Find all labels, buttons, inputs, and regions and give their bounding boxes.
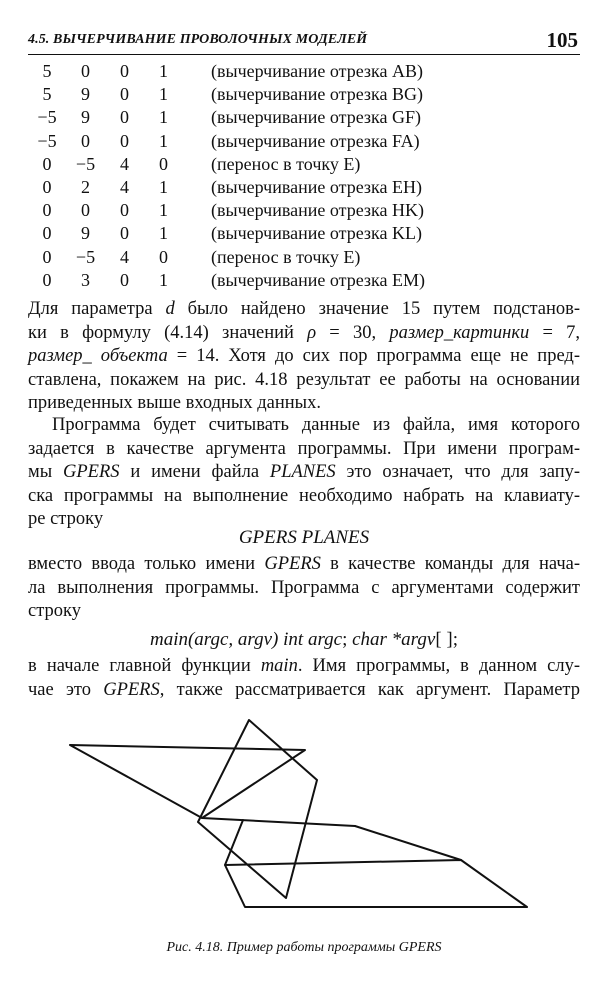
text-line: ска программы на выполнение необходимо набрать на клавиату- xyxy=(28,485,580,506)
text-line: задается в качестве аргумента программы. При имени програм- xyxy=(28,438,580,459)
coord-x-cell: −5 xyxy=(37,130,57,151)
text-line: вместо ввода только имени GPERS в качестве команды для нача- xyxy=(28,554,580,574)
coord-y-cell: 3 xyxy=(81,269,90,290)
coord-z-cell: 0 xyxy=(120,107,129,128)
draw-flag-cell: 1 xyxy=(159,269,168,290)
code-line-example: main(argc, argv) int argc; char *argv[ ]; xyxy=(149,629,458,650)
text-line: размер_ объекта = 14. Хотя до сих пор программа еще не пред- xyxy=(28,346,580,367)
draw-flag-cell: 1 xyxy=(159,200,168,221)
coord-y-cell: 9 xyxy=(81,223,90,244)
coord-y-cell: 0 xyxy=(81,61,90,81)
draw-flag-cell: 1 xyxy=(159,61,168,81)
running-head: 4.5. ВЫЧЕРЧИВАНИЕ ПРОВОЛОЧНЫХ МОДЕЛЕЙ xyxy=(28,32,368,47)
paragraph-program-input xyxy=(28,414,580,532)
command-row xyxy=(28,176,425,199)
coord-y-cell: 0 xyxy=(81,200,90,221)
page-header xyxy=(28,28,580,55)
plane-edge xyxy=(202,818,355,826)
text-line: чае это GPERS, также рассматривается как аргумент. Параметр xyxy=(28,679,580,700)
comment-cell: (вычерчивание отрезка HK) xyxy=(211,200,424,221)
coord-y-cell: 9 xyxy=(81,107,90,128)
draw-flag-cell: 1 xyxy=(159,107,168,128)
comment-cell: (вычерчивание отрезка GF) xyxy=(211,107,422,128)
text-line: Программа будет считывать данные из файла, имя которого xyxy=(52,415,580,435)
text-line: ре строку xyxy=(28,509,104,530)
coord-z-cell: 0 xyxy=(120,269,129,290)
coord-x-cell: 5 xyxy=(42,61,52,81)
command-row xyxy=(28,60,425,83)
draw-flag-cell: 1 xyxy=(159,130,168,151)
text-line: ла выполнения программы. Программа с аргументами содержит xyxy=(28,577,580,598)
command-row xyxy=(28,106,425,129)
command-row xyxy=(28,153,425,176)
text-line: приведенных выше входных данных. xyxy=(28,393,321,414)
text-line: мы GPERS и имени файла PLANES это означает, что для запу- xyxy=(28,462,581,483)
command-row xyxy=(28,269,425,292)
text-line: ставлена, покажем на рис. 4.18 результат ее работы на основании xyxy=(28,369,580,390)
coord-x-cell: 0 xyxy=(42,269,52,290)
comment-cell: (вычерчивание отрезка BG) xyxy=(211,84,424,105)
command-row xyxy=(28,222,425,245)
coord-y-cell: 0 xyxy=(81,130,90,151)
plane-edge xyxy=(355,826,461,860)
coord-x-cell: 0 xyxy=(42,223,52,244)
comment-cell: (перенос в точку E) xyxy=(211,246,361,267)
coord-x-cell: 0 xyxy=(42,246,52,267)
coord-x-cell: −5 xyxy=(37,107,57,128)
text-line: ки в формулу (4.14) значений ρ = 30, размер_картинки = 7, xyxy=(28,322,580,343)
paragraph-parameter-d xyxy=(28,298,580,416)
coord-y-cell: −5 xyxy=(75,246,96,267)
coord-z-cell: 0 xyxy=(120,223,129,244)
comment-cell: (вычерчивание отрезка KL) xyxy=(211,223,422,244)
coord-z-cell: 4 xyxy=(120,246,129,267)
coord-x-cell: 0 xyxy=(42,200,52,221)
draw-flag-cell: 1 xyxy=(159,223,168,244)
coord-x-cell: 5 xyxy=(42,84,52,105)
coord-z-cell: 4 xyxy=(120,153,129,174)
text-line: в начале главной функции main. Имя программы, в данном слу- xyxy=(28,656,580,676)
comment-cell: (вычерчивание отрезка EM) xyxy=(211,269,425,290)
draw-flag-cell: 0 xyxy=(159,153,168,174)
text-line: строку xyxy=(28,601,81,622)
command-table xyxy=(28,60,425,292)
plane-a-outline xyxy=(70,745,305,818)
text-line: Для параметра d было найдено значение 15 путем подстанов- xyxy=(28,299,581,319)
wireframe-figure xyxy=(0,690,605,930)
coord-z-cell: 0 xyxy=(120,130,129,151)
coord-y-cell: 9 xyxy=(81,84,90,105)
comment-cell: (перенос в точку E) xyxy=(211,153,361,174)
coord-x-cell: 0 xyxy=(42,177,52,198)
coord-y-cell: 2 xyxy=(81,177,90,198)
coord-x-cell: 0 xyxy=(42,153,52,174)
coord-y-cell: −5 xyxy=(75,153,96,174)
command-row xyxy=(28,246,425,269)
command-row xyxy=(28,199,425,222)
coord-z-cell: 0 xyxy=(120,61,129,81)
draw-flag-cell: 1 xyxy=(159,84,168,105)
figure-caption: Рис. 4.18. Пример работы программы GPERS xyxy=(166,940,442,955)
draw-flag-cell: 0 xyxy=(159,246,168,267)
comment-cell: (вычерчивание отрезка FA) xyxy=(211,130,420,151)
command-row xyxy=(28,83,425,106)
command-table-body xyxy=(28,60,425,292)
coord-z-cell: 0 xyxy=(120,84,129,105)
coord-z-cell: 4 xyxy=(120,177,129,198)
comment-cell: (вычерчивание отрезка AB) xyxy=(211,61,424,81)
paragraph-arguments xyxy=(28,553,580,624)
comment-cell: (вычерчивание отрезка EH) xyxy=(211,177,422,198)
draw-flag-cell: 1 xyxy=(159,177,168,198)
command-row xyxy=(28,130,425,153)
page-number: 105 xyxy=(546,28,578,52)
coord-z-cell: 0 xyxy=(120,200,129,221)
command-line-example: GPERS PLANES xyxy=(238,527,370,548)
